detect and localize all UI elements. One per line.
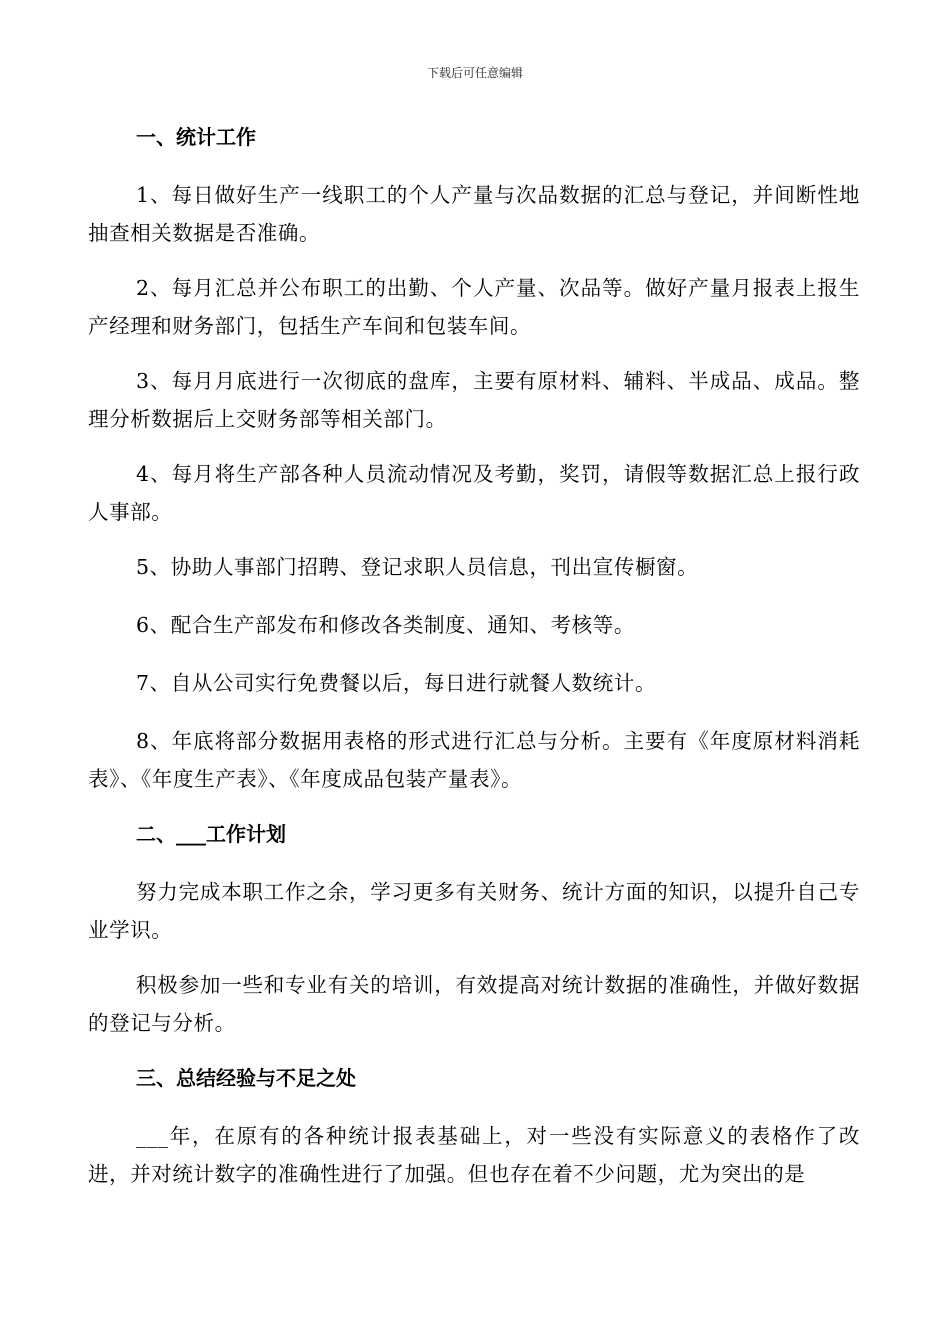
paragraph: 积极参加一些和专业有关的培训，有效提高对统计数据的准确性，并做好数据的登记与分析。 (88, 973, 860, 1035)
paragraph: 7、自从公司实行免费餐以后，每日进行就餐人数统计。 (136, 671, 657, 695)
section-heading-statistics: 一、统计工作 (136, 125, 256, 149)
section-heading-work-plan: 二、___工作计划 (136, 822, 286, 846)
paragraph: 8、年底将部分数据用表格的形式进行汇总与分析。主要有《年度原材料消耗表》、《年度生产表》、《年度成品包装产量表》。 (88, 729, 860, 791)
header-note: 下载后可任意编辑 (426, 66, 523, 80)
paragraph: 5、协助人事部门招聘、登记求职人员信息，刊出宣传橱窗。 (136, 555, 699, 579)
paragraph: 努力完成本职工作之余，学习更多有关财务、统计方面的知识，以提升自己专业学识。 (88, 880, 860, 942)
paragraph: 2、每月汇总并公布职工的出勤、个人产量、次品等。做好产量月报表上报生产经理和财务部门，包括生产车间和包装车间。 (88, 276, 860, 338)
section-heading-summary: 三、总结经验与不足之处 (136, 1066, 356, 1090)
paragraph: 6、配合生产部发布和修改各类制度、通知、考核等。 (136, 613, 635, 637)
paragraph: 4、每月将生产部各种人员流动情况及考勤，奖罚，请假等数据汇总上报行政人事部。 (88, 462, 860, 524)
paragraph: 1、每日做好生产一线职工的个人产量与次品数据的汇总与登记，并间断性地抽查相关数据是否准确。 (88, 183, 860, 245)
paragraph: 3、每月月底进行一次彻底的盘库，主要有原材料、辅料、半成品、成品。整理分析数据后上交财务部等相关部门。 (88, 369, 860, 431)
paragraph: ___年，在原有的各种统计报表基础上，对一些没有实际意义的表格作了改进，并对统计数字的准确性进行了加强。但也存在着不少问题，尤为突出的是 (88, 1124, 860, 1186)
document-body (88, 118, 860, 1210)
